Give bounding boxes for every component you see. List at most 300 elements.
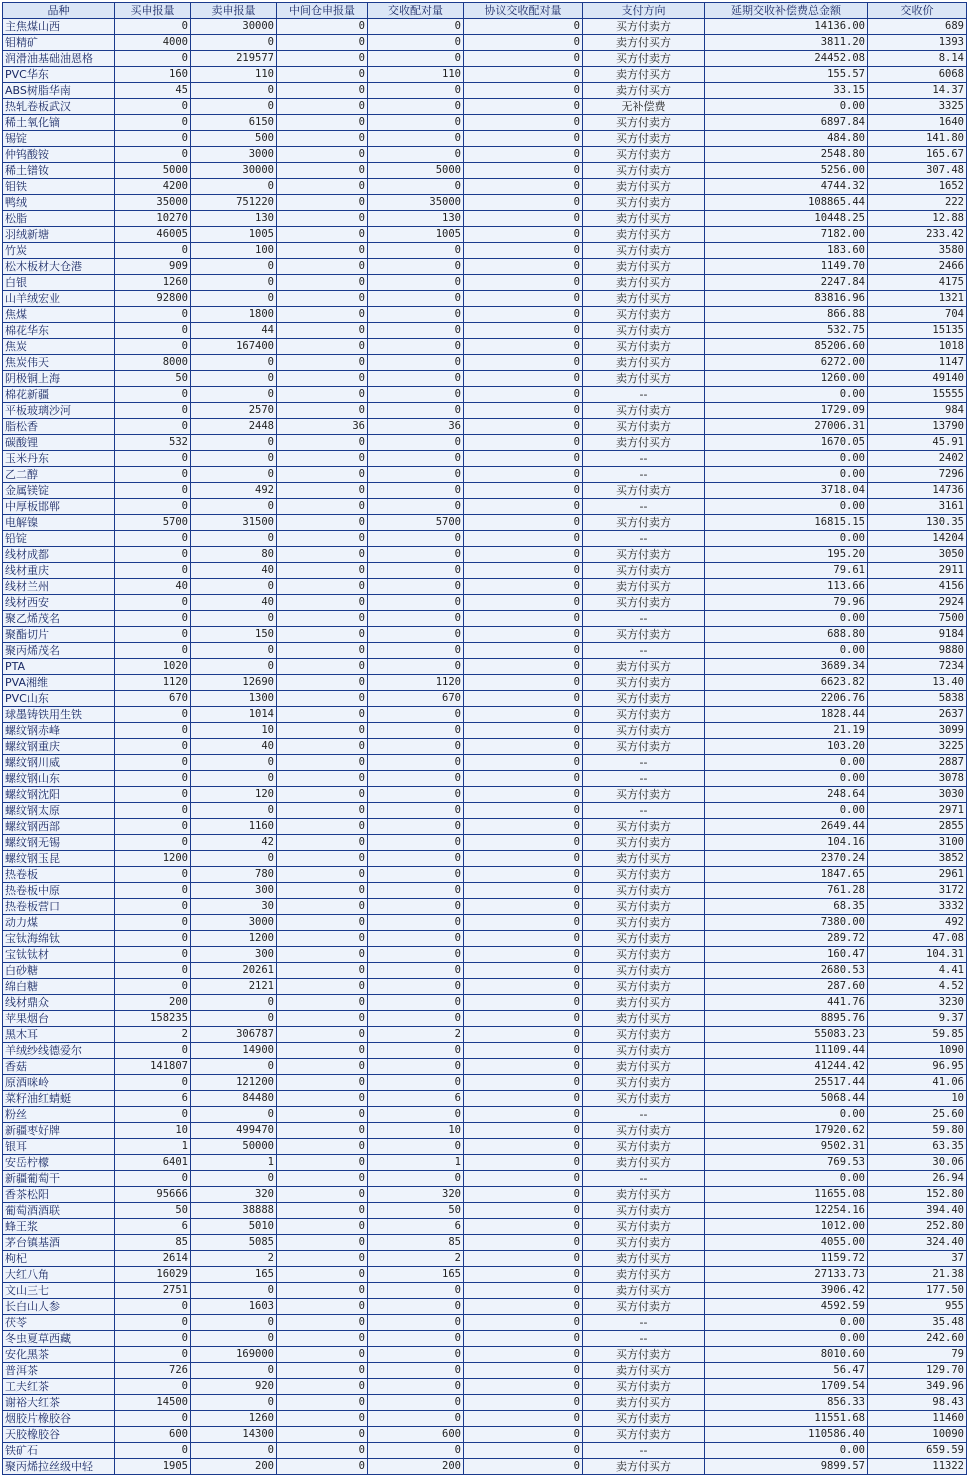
cell-delivery-matched: 10 — [368, 1123, 464, 1139]
cell-agreement-matched: 0 — [464, 819, 583, 835]
cell-intermediate-declared: 0 — [277, 291, 368, 307]
cell-agreement-matched: 0 — [464, 1379, 583, 1395]
cell-variety: 香菇 — [3, 1059, 115, 1075]
cell-delivery-price: 49140 — [868, 371, 967, 387]
table-row — [3, 787, 967, 803]
col-header-delivery-price[interactable]: 交收价 — [868, 3, 967, 19]
cell-buy-declared: 0 — [115, 771, 191, 787]
cell-delivery-matched: 0 — [368, 1107, 464, 1123]
cell-payment-direction: 卖方付买方 — [583, 291, 705, 307]
cell-buy-declared: 0 — [115, 131, 191, 147]
cell-sell-declared: 12690 — [191, 675, 277, 691]
table-body — [3, 19, 967, 1475]
table-row — [3, 995, 967, 1011]
cell-intermediate-declared: 0 — [277, 739, 368, 755]
cell-sell-declared: 0 — [191, 995, 277, 1011]
cell-delivery-matched: 0 — [368, 611, 464, 627]
cell-delivery-matched: 0 — [368, 723, 464, 739]
cell-delivery-matched: 1 — [368, 1155, 464, 1171]
cell-variety: 大红八角 — [3, 1267, 115, 1283]
cell-variety: 线材成都 — [3, 547, 115, 563]
cell-agreement-matched: 0 — [464, 931, 583, 947]
cell-payment-direction: 买方付卖方 — [583, 819, 705, 835]
cell-delivery-price: 2911 — [868, 563, 967, 579]
cell-variety: 中厚板邯郸 — [3, 499, 115, 515]
cell-delivery-matched: 0 — [368, 643, 464, 659]
cell-payment-direction: 买方付卖方 — [583, 595, 705, 611]
cell-buy-declared: 0 — [115, 1315, 191, 1331]
cell-delivery-matched: 5700 — [368, 515, 464, 531]
table-row — [3, 643, 967, 659]
col-header-sell-declared[interactable]: 卖申报量 — [191, 3, 277, 19]
cell-agreement-matched: 0 — [464, 227, 583, 243]
cell-sell-declared: 2448 — [191, 419, 277, 435]
cell-compensation-total: 287.60 — [705, 979, 868, 995]
cell-payment-direction: 买方付卖方 — [583, 627, 705, 643]
cell-buy-declared: 0 — [115, 1107, 191, 1123]
cell-sell-declared: 219577 — [191, 51, 277, 67]
cell-sell-declared: 0 — [191, 275, 277, 291]
cell-payment-direction: 买方付卖方 — [583, 323, 705, 339]
table-row — [3, 899, 967, 915]
cell-sell-declared: 1200 — [191, 931, 277, 947]
cell-payment-direction: -- — [583, 1315, 705, 1331]
cell-agreement-matched: 0 — [464, 1299, 583, 1315]
cell-delivery-price: 9.37 — [868, 1011, 967, 1027]
cell-sell-declared: 50000 — [191, 1139, 277, 1155]
cell-buy-declared: 0 — [115, 307, 191, 323]
cell-sell-declared: 130 — [191, 211, 277, 227]
cell-intermediate-declared: 0 — [277, 1299, 368, 1315]
cell-variety: 螺纹钢玉昆 — [3, 851, 115, 867]
cell-delivery-price: 704 — [868, 307, 967, 323]
cell-variety: 天胶橡胶谷 — [3, 1427, 115, 1443]
cell-buy-declared: 8000 — [115, 355, 191, 371]
cell-delivery-matched: 0 — [368, 531, 464, 547]
table-row — [3, 67, 967, 83]
cell-delivery-price: 26.94 — [868, 1171, 967, 1187]
cell-delivery-price: 307.48 — [868, 163, 967, 179]
table-row — [3, 1411, 967, 1427]
cell-sell-declared: 0 — [191, 1171, 277, 1187]
cell-compensation-total: 108865.44 — [705, 195, 868, 211]
table-row — [3, 1347, 967, 1363]
cell-intermediate-declared: 0 — [277, 1459, 368, 1475]
cell-variety: 钼精矿 — [3, 35, 115, 51]
table-row — [3, 707, 967, 723]
cell-intermediate-declared: 0 — [277, 835, 368, 851]
cell-variety: 宝钛海绵钛 — [3, 931, 115, 947]
cell-variety: 冬虫夏草西藏 — [3, 1331, 115, 1347]
cell-agreement-matched: 0 — [464, 1075, 583, 1091]
cell-variety: 白砂糖 — [3, 963, 115, 979]
cell-agreement-matched: 0 — [464, 675, 583, 691]
cell-delivery-matched: 0 — [368, 1171, 464, 1187]
cell-buy-declared: 1200 — [115, 851, 191, 867]
cell-payment-direction: 卖方付买方 — [583, 1059, 705, 1075]
cell-variety: 钼铁 — [3, 179, 115, 195]
cell-intermediate-declared: 36 — [277, 419, 368, 435]
cell-variety: 原酒咪岭 — [3, 1075, 115, 1091]
cell-buy-declared: 0 — [115, 339, 191, 355]
cell-buy-declared: 0 — [115, 547, 191, 563]
cell-delivery-price: 1652 — [868, 179, 967, 195]
cell-agreement-matched: 0 — [464, 1043, 583, 1059]
cell-agreement-matched: 0 — [464, 35, 583, 51]
table-row — [3, 531, 967, 547]
cell-agreement-matched: 0 — [464, 563, 583, 579]
cell-sell-declared: 0 — [191, 499, 277, 515]
table-row — [3, 1315, 967, 1331]
cell-variety: 电解镍 — [3, 515, 115, 531]
cell-delivery-price: 2466 — [868, 259, 967, 275]
cell-buy-declared: 85 — [115, 1235, 191, 1251]
cell-intermediate-declared: 0 — [277, 1075, 368, 1091]
cell-compensation-total: 11551.68 — [705, 1411, 868, 1427]
cell-delivery-matched: 0 — [368, 339, 464, 355]
cell-compensation-total: 6272.00 — [705, 355, 868, 371]
cell-sell-declared: 1 — [191, 1155, 277, 1171]
cell-compensation-total: 17920.62 — [705, 1123, 868, 1139]
table-row — [3, 691, 967, 707]
table-row — [3, 1107, 967, 1123]
cell-buy-declared: 0 — [115, 467, 191, 483]
cell-delivery-matched: 165 — [368, 1267, 464, 1283]
cell-sell-declared: 0 — [191, 451, 277, 467]
cell-delivery-price: 6068 — [868, 67, 967, 83]
cell-variety: 聚酯切片 — [3, 627, 115, 643]
cell-variety: 热轧卷板武汉 — [3, 99, 115, 115]
cell-compensation-total: 0.00 — [705, 499, 868, 515]
cell-agreement-matched: 0 — [464, 339, 583, 355]
cell-payment-direction: 买方付卖方 — [583, 1427, 705, 1443]
cell-buy-declared: 0 — [115, 739, 191, 755]
cell-intermediate-declared: 0 — [277, 1443, 368, 1459]
cell-delivery-price: 3332 — [868, 899, 967, 915]
cell-agreement-matched: 0 — [464, 515, 583, 531]
cell-delivery-price: 7296 — [868, 467, 967, 483]
cell-payment-direction: 买方付卖方 — [583, 1027, 705, 1043]
cell-variety: 棉花华东 — [3, 323, 115, 339]
cell-intermediate-declared: 0 — [277, 659, 368, 675]
cell-compensation-total: 85206.60 — [705, 339, 868, 355]
cell-agreement-matched: 0 — [464, 851, 583, 867]
cell-delivery-price: 1640 — [868, 115, 967, 131]
cell-sell-declared: 0 — [191, 643, 277, 659]
cell-delivery-price: 79 — [868, 1347, 967, 1363]
cell-agreement-matched: 0 — [464, 1427, 583, 1443]
cell-compensation-total: 1260.00 — [705, 371, 868, 387]
cell-delivery-matched: 0 — [368, 579, 464, 595]
cell-agreement-matched: 0 — [464, 99, 583, 115]
cell-intermediate-declared: 0 — [277, 707, 368, 723]
cell-agreement-matched: 0 — [464, 83, 583, 99]
cell-payment-direction: 买方付卖方 — [583, 963, 705, 979]
col-header-intermediate-declared[interactable]: 中间仓申报量 — [277, 3, 368, 19]
cell-delivery-price: 104.31 — [868, 947, 967, 963]
cell-delivery-matched: 0 — [368, 803, 464, 819]
cell-delivery-price: 7234 — [868, 659, 967, 675]
cell-agreement-matched: 0 — [464, 259, 583, 275]
cell-sell-declared: 0 — [191, 1283, 277, 1299]
cell-compensation-total: 9899.57 — [705, 1459, 868, 1475]
cell-variety: 香茶松阳 — [3, 1187, 115, 1203]
cell-sell-declared: 1800 — [191, 307, 277, 323]
cell-intermediate-declared: 0 — [277, 403, 368, 419]
table-row — [3, 355, 967, 371]
cell-payment-direction: 买方付卖方 — [583, 483, 705, 499]
cell-delivery-matched: 130 — [368, 211, 464, 227]
cell-agreement-matched: 0 — [464, 883, 583, 899]
cell-compensation-total: 441.76 — [705, 995, 868, 1011]
cell-delivery-price: 4.52 — [868, 979, 967, 995]
cell-variety: 铅锭 — [3, 531, 115, 547]
table-row — [3, 259, 967, 275]
table-row — [3, 419, 967, 435]
cell-agreement-matched: 0 — [464, 403, 583, 419]
cell-sell-declared: 30000 — [191, 163, 277, 179]
cell-intermediate-declared: 0 — [277, 1411, 368, 1427]
cell-compensation-total: 24452.08 — [705, 51, 868, 67]
cell-compensation-total: 0.00 — [705, 1331, 868, 1347]
cell-payment-direction: 卖方付买方 — [583, 1283, 705, 1299]
cell-intermediate-declared: 0 — [277, 339, 368, 355]
cell-sell-declared: 300 — [191, 883, 277, 899]
cell-payment-direction: 买方付卖方 — [583, 1075, 705, 1091]
cell-variety: 白银 — [3, 275, 115, 291]
cell-variety: 线材西安 — [3, 595, 115, 611]
table-row — [3, 595, 967, 611]
cell-sell-declared: 165 — [191, 1267, 277, 1283]
cell-agreement-matched: 0 — [464, 195, 583, 211]
cell-delivery-matched: 36 — [368, 419, 464, 435]
cell-variety: PVA湘维 — [3, 675, 115, 691]
cell-buy-declared: 4200 — [115, 179, 191, 195]
cell-buy-declared: 0 — [115, 147, 191, 163]
cell-sell-declared: 5085 — [191, 1235, 277, 1251]
cell-delivery-matched: 0 — [368, 947, 464, 963]
cell-buy-declared: 0 — [115, 1075, 191, 1091]
cell-sell-declared: 121200 — [191, 1075, 277, 1091]
table-row — [3, 931, 967, 947]
cell-agreement-matched: 0 — [464, 275, 583, 291]
cell-intermediate-declared: 0 — [277, 451, 368, 467]
cell-agreement-matched: 0 — [464, 835, 583, 851]
cell-variety: PTA — [3, 659, 115, 675]
cell-delivery-price: 1018 — [868, 339, 967, 355]
cell-delivery-price: 11322 — [868, 1459, 967, 1475]
table-row — [3, 435, 967, 451]
cell-compensation-total: 11109.44 — [705, 1043, 868, 1059]
cell-agreement-matched: 0 — [464, 1251, 583, 1267]
cell-compensation-total: 55083.23 — [705, 1027, 868, 1043]
cell-delivery-matched: 0 — [368, 787, 464, 803]
cell-sell-declared: 0 — [191, 851, 277, 867]
cell-delivery-price: 129.70 — [868, 1363, 967, 1379]
cell-sell-declared: 0 — [191, 1331, 277, 1347]
cell-variety: 羽绒新塘 — [3, 227, 115, 243]
cell-delivery-matched: 0 — [368, 275, 464, 291]
cell-payment-direction: -- — [583, 643, 705, 659]
cell-payment-direction: 卖方付买方 — [583, 1395, 705, 1411]
cell-buy-declared: 2 — [115, 1027, 191, 1043]
cell-buy-declared: 0 — [115, 243, 191, 259]
cell-variety: 黑木耳 — [3, 1027, 115, 1043]
cell-buy-declared: 0 — [115, 403, 191, 419]
cell-sell-declared: 200 — [191, 1459, 277, 1475]
cell-sell-declared: 40 — [191, 563, 277, 579]
table-row — [3, 963, 967, 979]
cell-buy-declared: 16029 — [115, 1267, 191, 1283]
cell-intermediate-declared: 0 — [277, 1155, 368, 1171]
cell-payment-direction: 卖方付买方 — [583, 275, 705, 291]
table-row — [3, 1235, 967, 1251]
cell-delivery-matched: 0 — [368, 307, 464, 323]
cell-delivery-matched: 0 — [368, 1315, 464, 1331]
cell-buy-declared: 0 — [115, 1443, 191, 1459]
col-header-delivery-matched[interactable]: 交收配对量 — [368, 3, 464, 19]
cell-agreement-matched: 0 — [464, 115, 583, 131]
cell-delivery-price: 152.80 — [868, 1187, 967, 1203]
cell-agreement-matched: 0 — [464, 499, 583, 515]
col-header-agreement-matched[interactable]: 协议交收配对量 — [464, 3, 583, 19]
table-row — [3, 675, 967, 691]
cell-delivery-matched: 0 — [368, 547, 464, 563]
cell-compensation-total: 0.00 — [705, 771, 868, 787]
cell-delivery-matched: 0 — [368, 179, 464, 195]
cell-payment-direction: -- — [583, 611, 705, 627]
cell-delivery-matched: 0 — [368, 243, 464, 259]
cell-compensation-total: 68.35 — [705, 899, 868, 915]
cell-intermediate-declared: 0 — [277, 675, 368, 691]
cell-delivery-price: 47.08 — [868, 931, 967, 947]
cell-sell-declared: 3000 — [191, 147, 277, 163]
cell-agreement-matched: 0 — [464, 355, 583, 371]
cell-delivery-matched: 0 — [368, 403, 464, 419]
table-row — [3, 483, 967, 499]
cell-variety: 螺纹钢赤峰 — [3, 723, 115, 739]
cell-delivery-matched: 0 — [368, 595, 464, 611]
cell-compensation-total: 8895.76 — [705, 1011, 868, 1027]
table-row — [3, 1251, 967, 1267]
cell-payment-direction: 卖方付买方 — [583, 1155, 705, 1171]
cell-buy-declared: 200 — [115, 995, 191, 1011]
cell-buy-declared: 0 — [115, 51, 191, 67]
cell-delivery-price: 3050 — [868, 547, 967, 563]
cell-payment-direction: 卖方付买方 — [583, 1187, 705, 1203]
table-row — [3, 835, 967, 851]
cell-delivery-price: 98.43 — [868, 1395, 967, 1411]
cell-sell-declared: 0 — [191, 771, 277, 787]
cell-compensation-total: 761.28 — [705, 883, 868, 899]
cell-variety: 山羊绒宏业 — [3, 291, 115, 307]
cell-buy-declared: 6 — [115, 1091, 191, 1107]
cell-agreement-matched: 0 — [464, 1107, 583, 1123]
cell-intermediate-declared: 0 — [277, 627, 368, 643]
col-header-payment-direction[interactable]: 支付方向 — [583, 3, 705, 19]
cell-variety: PVC华东 — [3, 67, 115, 83]
cell-delivery-price: 1321 — [868, 291, 967, 307]
cell-payment-direction: 买方付卖方 — [583, 163, 705, 179]
table-row — [3, 19, 967, 35]
table-row — [3, 83, 967, 99]
cell-agreement-matched: 0 — [464, 1235, 583, 1251]
cell-sell-declared: 0 — [191, 611, 277, 627]
cell-delivery-matched: 0 — [368, 387, 464, 403]
cell-delivery-price: 165.67 — [868, 147, 967, 163]
cell-intermediate-declared: 0 — [277, 515, 368, 531]
cell-intermediate-declared: 0 — [277, 531, 368, 547]
col-header-compensation-total[interactable]: 延期交收补偿费总金额 — [705, 3, 868, 19]
table-row — [3, 867, 967, 883]
cell-compensation-total: 4744.32 — [705, 179, 868, 195]
cell-delivery-price: 14736 — [868, 483, 967, 499]
cell-variety: 谢裕大红茶 — [3, 1395, 115, 1411]
table-row — [3, 723, 967, 739]
cell-intermediate-declared: 0 — [277, 547, 368, 563]
cell-agreement-matched: 0 — [464, 947, 583, 963]
cell-sell-declared: 84480 — [191, 1091, 277, 1107]
cell-variety: 烟胶片橡胶谷 — [3, 1411, 115, 1427]
cell-agreement-matched: 0 — [464, 1411, 583, 1427]
table-row — [3, 739, 967, 755]
cell-intermediate-declared: 0 — [277, 787, 368, 803]
cell-intermediate-declared: 0 — [277, 483, 368, 499]
col-header-buy-declared[interactable]: 买申报量 — [115, 3, 191, 19]
cell-delivery-price: 45.91 — [868, 435, 967, 451]
cell-delivery-matched: 1005 — [368, 227, 464, 243]
cell-intermediate-declared: 0 — [277, 1203, 368, 1219]
cell-variety: 安岳柠檬 — [3, 1155, 115, 1171]
cell-intermediate-declared: 0 — [277, 211, 368, 227]
cell-payment-direction: 买方付卖方 — [583, 1139, 705, 1155]
cell-compensation-total: 11655.08 — [705, 1187, 868, 1203]
cell-payment-direction: 买方付卖方 — [583, 115, 705, 131]
cell-variety: 热卷板 — [3, 867, 115, 883]
cell-delivery-matched: 0 — [368, 1075, 464, 1091]
cell-payment-direction: 买方付卖方 — [583, 723, 705, 739]
cell-compensation-total: 33.15 — [705, 83, 868, 99]
cell-agreement-matched: 0 — [464, 1187, 583, 1203]
table-row — [3, 1299, 967, 1315]
cell-sell-declared: 0 — [191, 371, 277, 387]
cell-intermediate-declared: 0 — [277, 691, 368, 707]
cell-payment-direction: -- — [583, 499, 705, 515]
cell-buy-declared: 46005 — [115, 227, 191, 243]
cell-compensation-total: 103.20 — [705, 739, 868, 755]
cell-intermediate-declared: 0 — [277, 1395, 368, 1411]
cell-variety: PVC山东 — [3, 691, 115, 707]
table-row — [3, 755, 967, 771]
cell-payment-direction: 买方付卖方 — [583, 131, 705, 147]
cell-delivery-matched: 85 — [368, 1235, 464, 1251]
cell-delivery-matched: 0 — [368, 19, 464, 35]
col-header-variety[interactable]: 品种 — [3, 3, 115, 19]
cell-delivery-price: 1147 — [868, 355, 967, 371]
cell-delivery-matched: 0 — [368, 1283, 464, 1299]
cell-buy-declared: 160 — [115, 67, 191, 83]
cell-payment-direction: 卖方付买方 — [583, 227, 705, 243]
cell-agreement-matched: 0 — [464, 291, 583, 307]
cell-compensation-total: 160.47 — [705, 947, 868, 963]
cell-variety: 螺纹钢重庆 — [3, 739, 115, 755]
cell-variety: 聚乙烯茂名 — [3, 611, 115, 627]
cell-variety: ABS树脂华南 — [3, 83, 115, 99]
cell-buy-declared: 0 — [115, 899, 191, 915]
cell-intermediate-declared: 0 — [277, 1027, 368, 1043]
cell-delivery-price: 3100 — [868, 835, 967, 851]
cell-delivery-price: 1090 — [868, 1043, 967, 1059]
